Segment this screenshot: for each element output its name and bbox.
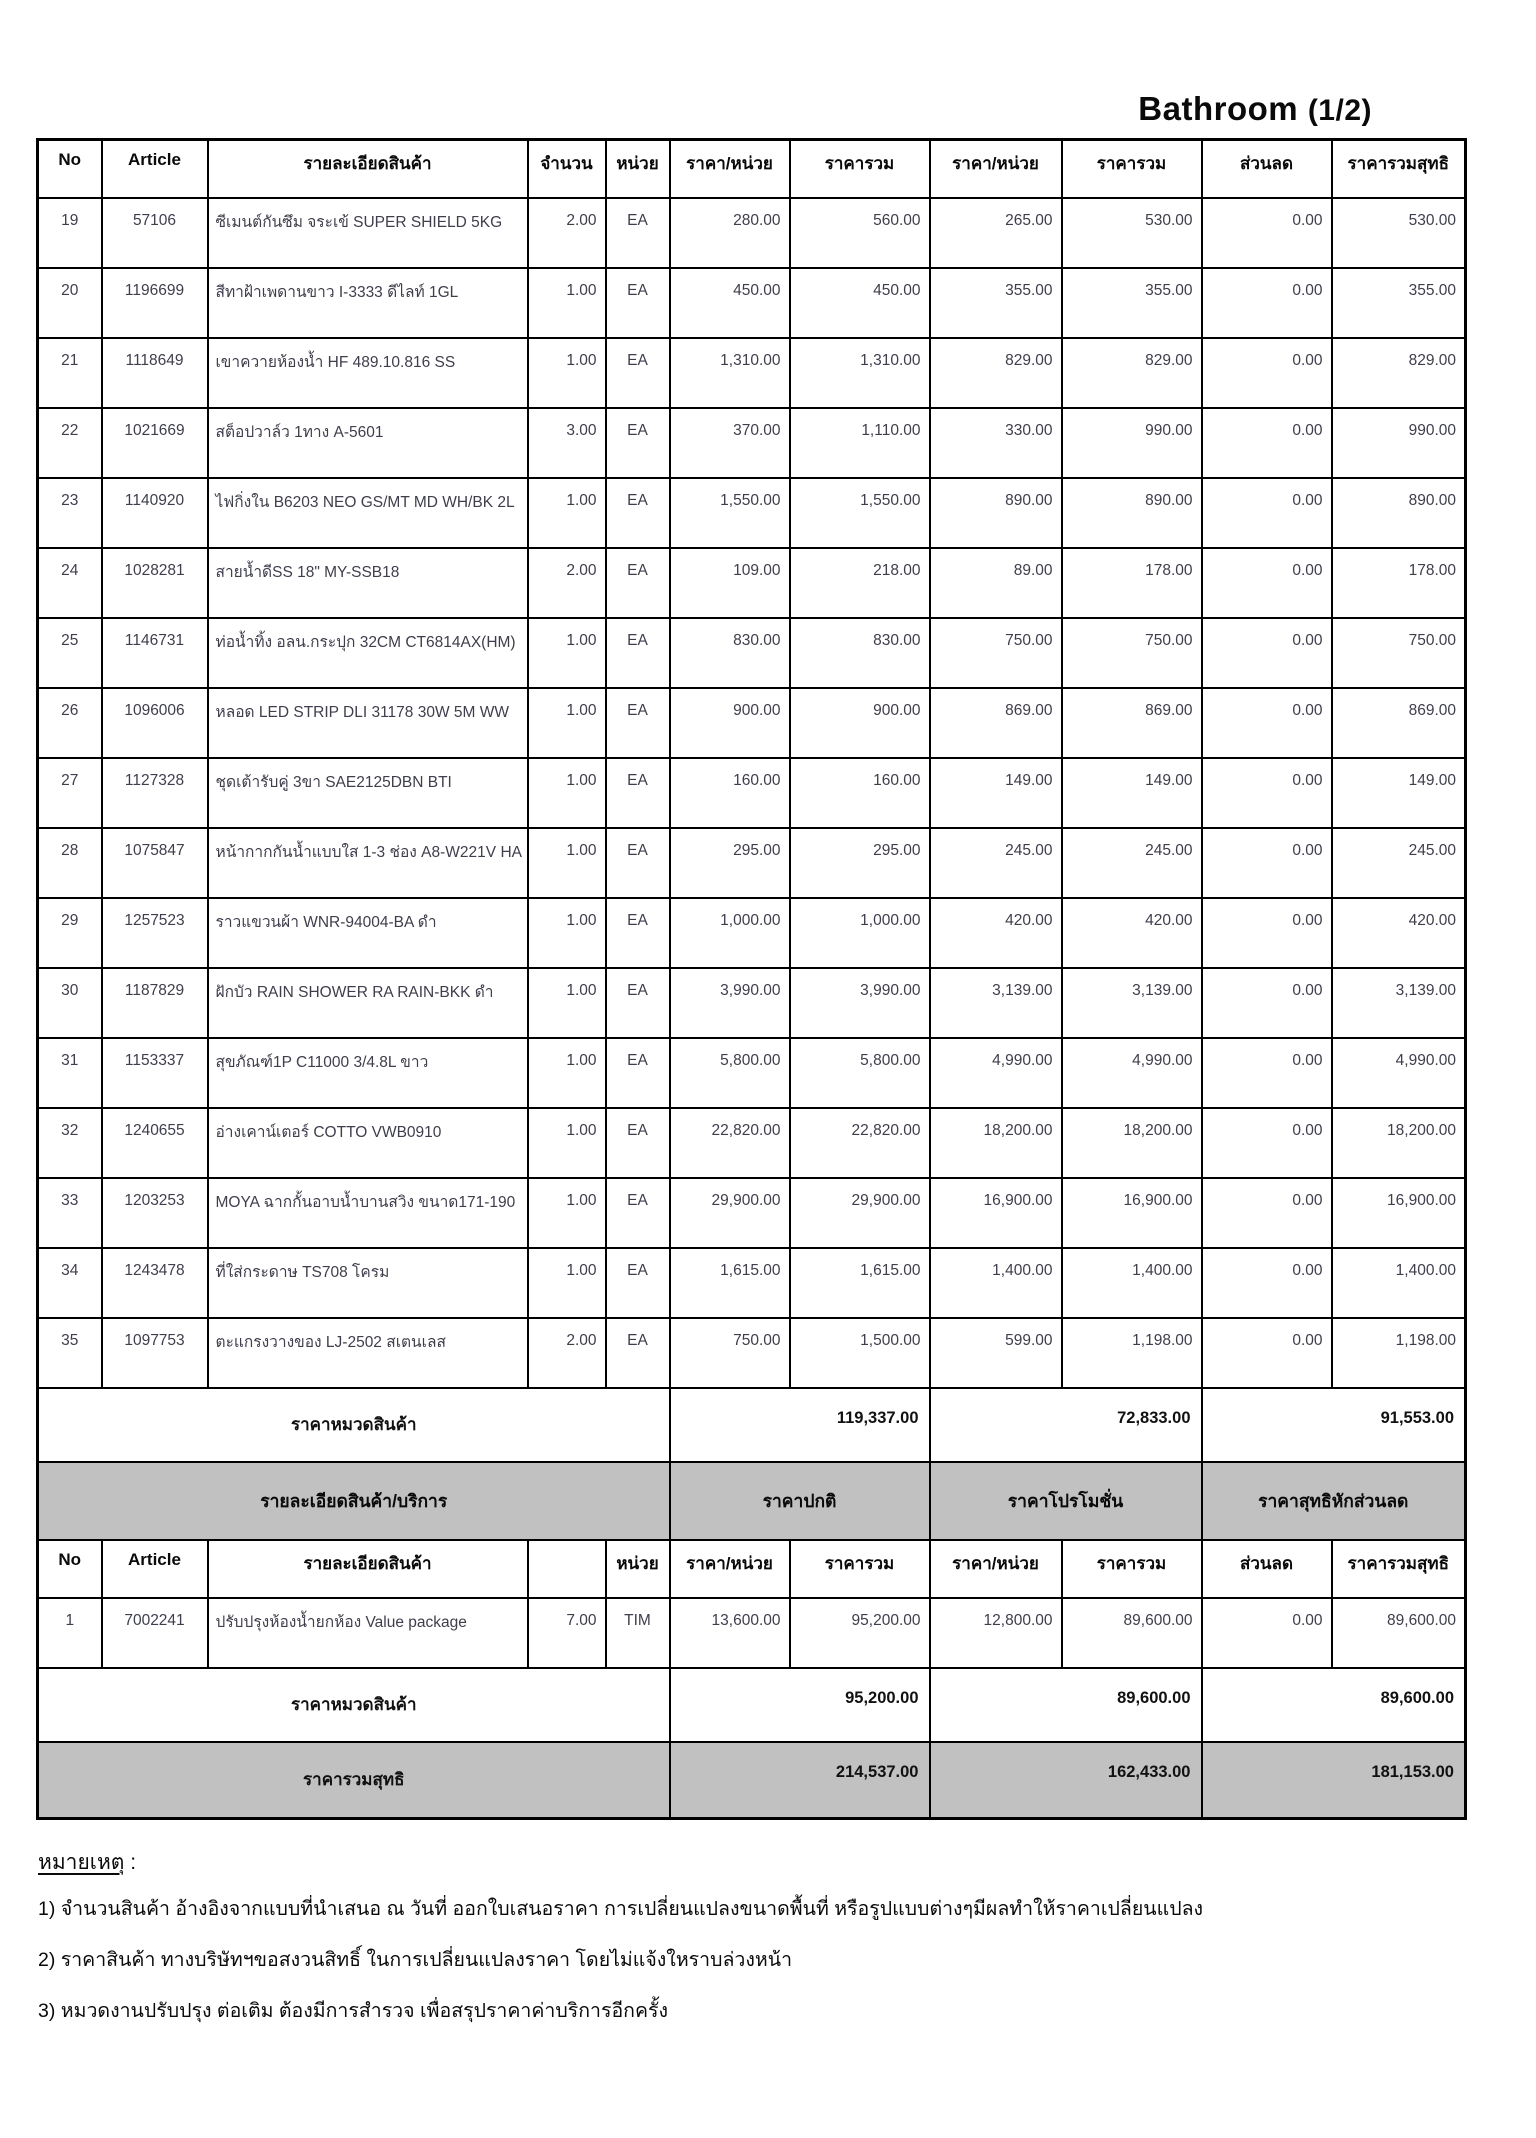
cell-discount: 0.00 bbox=[1202, 968, 1332, 1038]
table-row bbox=[38, 548, 1466, 618]
page-title bbox=[36, 90, 1464, 128]
cell-article: 57106 bbox=[102, 198, 208, 268]
cell-discount: 0.00 bbox=[1202, 268, 1332, 338]
cell-article: 1118649 bbox=[102, 338, 208, 408]
cell-discount: 0.00 bbox=[1202, 688, 1332, 758]
cell-promo-unit-price: 18,200.00 bbox=[930, 1108, 1062, 1178]
cell-promo-total: 18,200.00 bbox=[1062, 1108, 1202, 1178]
cell-net-total: 89,600.00 bbox=[1332, 1598, 1466, 1668]
cell-article: 1243478 bbox=[102, 1248, 208, 1318]
cell-normal-total: 29,900.00 bbox=[790, 1178, 930, 1248]
cell-normal-unit-price: 280.00 bbox=[670, 198, 790, 268]
cell-net-total: 4,990.00 bbox=[1332, 1038, 1466, 1108]
cell-qty: 1.00 bbox=[528, 688, 606, 758]
notes-section bbox=[38, 1846, 1536, 2026]
cell-promo-unit-price: 245.00 bbox=[930, 828, 1062, 898]
cell-net-total: 990.00 bbox=[1332, 408, 1466, 478]
col-description-t2: รายละเอียดสินค้า bbox=[208, 1540, 528, 1598]
cell-normal-unit-price: 750.00 bbox=[670, 1318, 790, 1388]
cell-no: 24 bbox=[38, 548, 102, 618]
cell-qty: 1.00 bbox=[528, 268, 606, 338]
cell-net-total: 355.00 bbox=[1332, 268, 1466, 338]
table-row bbox=[38, 1038, 1466, 1108]
cell-article: 1203253 bbox=[102, 1178, 208, 1248]
cell-promo-unit-price: 4,990.00 bbox=[930, 1038, 1062, 1108]
cell-normal-unit-price: 1,550.00 bbox=[670, 478, 790, 548]
cell-net-total: 420.00 bbox=[1332, 898, 1466, 968]
cell-unit: EA bbox=[606, 268, 670, 338]
cell-discount: 0.00 bbox=[1202, 478, 1332, 548]
col-qty-t2 bbox=[528, 1540, 606, 1598]
col-qty: จำนวน bbox=[528, 140, 606, 198]
cell-discount: 0.00 bbox=[1202, 828, 1332, 898]
cell-unit: EA bbox=[606, 338, 670, 408]
grand-total-label: ราคารวมสุทธิ bbox=[38, 1742, 670, 1819]
cell-normal-total: 560.00 bbox=[790, 198, 930, 268]
cell-description: ฝักบัว RAIN SHOWER RA RAIN-BKK ดำ bbox=[208, 968, 528, 1038]
document-page bbox=[0, 90, 1536, 2138]
table1-summary-normal: 119,337.00 bbox=[670, 1388, 930, 1462]
cell-discount: 0.00 bbox=[1202, 1248, 1332, 1318]
cell-discount: 0.00 bbox=[1202, 548, 1332, 618]
cell-normal-unit-price: 1,000.00 bbox=[670, 898, 790, 968]
cell-promo-total: 890.00 bbox=[1062, 478, 1202, 548]
cell-article: 1146731 bbox=[102, 618, 208, 688]
page-number: (1/2) bbox=[1307, 94, 1372, 127]
col-article-t2: Article bbox=[102, 1540, 208, 1598]
cell-normal-total: 218.00 bbox=[790, 548, 930, 618]
col-discount: ส่วนลด bbox=[1202, 140, 1332, 198]
cell-discount: 0.00 bbox=[1202, 758, 1332, 828]
cell-promo-total: 420.00 bbox=[1062, 898, 1202, 968]
cell-normal-total: 160.00 bbox=[790, 758, 930, 828]
cell-description: สีทาฝ้าเพดานขาว I-3333 ดีไลท์ 1GL bbox=[208, 268, 528, 338]
cell-qty: 2.00 bbox=[528, 1318, 606, 1388]
table1-summary-label: ราคาหมวดสินค้า bbox=[38, 1388, 670, 1462]
col-discount-t2: ส่วนลด bbox=[1202, 1540, 1332, 1598]
cell-description: หน้ากากกันน้ำแบบใส 1-3 ช่อง A8-W221V HA bbox=[208, 828, 528, 898]
cell-article: 1153337 bbox=[102, 1038, 208, 1108]
cell-no: 20 bbox=[38, 268, 102, 338]
cell-normal-unit-price: 160.00 bbox=[670, 758, 790, 828]
cell-promo-total: 829.00 bbox=[1062, 338, 1202, 408]
cell-unit: EA bbox=[606, 1248, 670, 1318]
cell-discount: 0.00 bbox=[1202, 1178, 1332, 1248]
table-row bbox=[38, 1318, 1466, 1388]
cell-net-total: 18,200.00 bbox=[1332, 1108, 1466, 1178]
cell-promo-total: 149.00 bbox=[1062, 758, 1202, 828]
cell-promo-total: 990.00 bbox=[1062, 408, 1202, 478]
cell-unit: TIM bbox=[606, 1598, 670, 1668]
col-promo-total: ราคารวม bbox=[1062, 140, 1202, 198]
col-normal-total: ราคารวม bbox=[790, 140, 930, 198]
table2-summary-normal: 95,200.00 bbox=[670, 1668, 930, 1742]
cell-unit: EA bbox=[606, 688, 670, 758]
table-row bbox=[38, 478, 1466, 548]
table-row bbox=[38, 758, 1466, 828]
cell-qty: 2.00 bbox=[528, 548, 606, 618]
cell-no: 21 bbox=[38, 338, 102, 408]
cell-qty: 1.00 bbox=[528, 898, 606, 968]
col-normal-unit-price: ราคา/หน่วย bbox=[670, 140, 790, 198]
cell-description: ซีเมนต์กันซึม จระเข้ SUPER SHIELD 5KG bbox=[208, 198, 528, 268]
table2-summary-label: ราคาหมวดสินค้า bbox=[38, 1668, 670, 1742]
cell-normal-unit-price: 1,310.00 bbox=[670, 338, 790, 408]
page-title-text: Bathroom bbox=[1138, 90, 1299, 127]
cell-promo-unit-price: 16,900.00 bbox=[930, 1178, 1062, 1248]
table-row bbox=[38, 688, 1466, 758]
grand-total-net: 181,153.00 bbox=[1202, 1742, 1466, 1819]
cell-discount: 0.00 bbox=[1202, 898, 1332, 968]
cell-normal-total: 3,990.00 bbox=[790, 968, 930, 1038]
cell-no: 31 bbox=[38, 1038, 102, 1108]
cell-no: 32 bbox=[38, 1108, 102, 1178]
cell-description: สุขภัณฑ์1P C11000 3/4.8L ขาว bbox=[208, 1038, 528, 1108]
cell-description: ราวแขวนผ้า WNR-94004-BA ดำ bbox=[208, 898, 528, 968]
cell-unit: EA bbox=[606, 1038, 670, 1108]
cell-promo-unit-price: 869.00 bbox=[930, 688, 1062, 758]
note-line-2: 2) ราคาสินค้า ทางบริษัทฯขอสงวนสิทธิ์ ในการเปลี่ยนแปลงราคา โดยไม่แจ้งใหราบล่วงหน้า bbox=[38, 1949, 793, 1971]
cell-no: 1 bbox=[38, 1598, 102, 1668]
cell-normal-total: 295.00 bbox=[790, 828, 930, 898]
cell-qty: 1.00 bbox=[528, 828, 606, 898]
cell-article: 1021669 bbox=[102, 408, 208, 478]
cell-promo-unit-price: 829.00 bbox=[930, 338, 1062, 408]
cell-promo-unit-price: 599.00 bbox=[930, 1318, 1062, 1388]
cell-promo-unit-price: 420.00 bbox=[930, 898, 1062, 968]
cell-net-total: 245.00 bbox=[1332, 828, 1466, 898]
cell-description: ปรับปรุงห้องน้ำยกห้อง Value package bbox=[208, 1598, 528, 1668]
cell-qty: 2.00 bbox=[528, 198, 606, 268]
table2-header-row bbox=[38, 1540, 1466, 1598]
cell-discount: 0.00 bbox=[1202, 1598, 1332, 1668]
cell-article: 1187829 bbox=[102, 968, 208, 1038]
cell-unit: EA bbox=[606, 478, 670, 548]
cell-description: สายน้ำดีSS 18" MY-SSB18 bbox=[208, 548, 528, 618]
table2-summary-net: 89,600.00 bbox=[1202, 1668, 1466, 1742]
col-normal-total-t2: ราคารวม bbox=[790, 1540, 930, 1598]
cell-normal-unit-price: 3,990.00 bbox=[670, 968, 790, 1038]
cell-promo-unit-price: 890.00 bbox=[930, 478, 1062, 548]
cell-no: 35 bbox=[38, 1318, 102, 1388]
cell-normal-total: 450.00 bbox=[790, 268, 930, 338]
note-line-3: 3) หมวดงานปรับปรุง ต่อเติม ต้องมีการสำรวจ เพื่อสรุปราคาค่าบริการอีกครั้ง bbox=[38, 2000, 669, 2022]
cell-normal-unit-price: 830.00 bbox=[670, 618, 790, 688]
cell-normal-unit-price: 295.00 bbox=[670, 828, 790, 898]
cell-promo-unit-price: 265.00 bbox=[930, 198, 1062, 268]
cell-normal-unit-price: 900.00 bbox=[670, 688, 790, 758]
cell-qty: 7.00 bbox=[528, 1598, 606, 1668]
table2-summary-promo: 89,600.00 bbox=[930, 1668, 1202, 1742]
notes-heading-colon: : bbox=[124, 1851, 137, 1874]
grand-total-promo: 162,433.00 bbox=[930, 1742, 1202, 1819]
cell-unit: EA bbox=[606, 968, 670, 1038]
cell-promo-total: 178.00 bbox=[1062, 548, 1202, 618]
cell-normal-unit-price: 109.00 bbox=[670, 548, 790, 618]
table-row bbox=[38, 198, 1466, 268]
section-label: รายละเอียดสินค้า/บริการ bbox=[38, 1462, 670, 1540]
cell-article: 1096006 bbox=[102, 688, 208, 758]
cell-no: 25 bbox=[38, 618, 102, 688]
col-unit: หน่วย bbox=[606, 140, 670, 198]
cell-discount: 0.00 bbox=[1202, 198, 1332, 268]
cell-net-total: 1,198.00 bbox=[1332, 1318, 1466, 1388]
cell-net-total: 829.00 bbox=[1332, 338, 1466, 408]
cell-article: 1028281 bbox=[102, 548, 208, 618]
cell-article: 7002241 bbox=[102, 1598, 208, 1668]
cell-no: 28 bbox=[38, 828, 102, 898]
cell-normal-unit-price: 370.00 bbox=[670, 408, 790, 478]
table1-summary-net: 91,553.00 bbox=[1202, 1388, 1466, 1462]
cell-normal-total: 900.00 bbox=[790, 688, 930, 758]
cell-article: 1140920 bbox=[102, 478, 208, 548]
table-row bbox=[38, 1178, 1466, 1248]
table-row bbox=[38, 968, 1466, 1038]
cell-discount: 0.00 bbox=[1202, 408, 1332, 478]
cell-promo-total: 750.00 bbox=[1062, 618, 1202, 688]
cell-normal-unit-price: 29,900.00 bbox=[670, 1178, 790, 1248]
cell-article: 1196699 bbox=[102, 268, 208, 338]
quotation-table bbox=[36, 138, 1467, 1820]
section-normal-price-label: ราคาปกติ bbox=[670, 1462, 930, 1540]
cell-promo-total: 89,600.00 bbox=[1062, 1598, 1202, 1668]
cell-discount: 0.00 bbox=[1202, 1108, 1332, 1178]
table-row bbox=[38, 268, 1466, 338]
cell-normal-unit-price: 13,600.00 bbox=[670, 1598, 790, 1668]
table-row bbox=[38, 1598, 1466, 1668]
cell-normal-unit-price: 450.00 bbox=[670, 268, 790, 338]
cell-normal-total: 1,000.00 bbox=[790, 898, 930, 968]
cell-description: MOYA ฉากกั้นอาบน้ำบานสวิง ขนาด171-190 bbox=[208, 1178, 528, 1248]
col-article: Article bbox=[102, 140, 208, 198]
cell-description: สต็อปวาล์ว 1ทาง A-5601 bbox=[208, 408, 528, 478]
cell-net-total: 1,400.00 bbox=[1332, 1248, 1466, 1318]
cell-qty: 1.00 bbox=[528, 338, 606, 408]
table1-summary-promo: 72,833.00 bbox=[930, 1388, 1202, 1462]
cell-normal-total: 1,310.00 bbox=[790, 338, 930, 408]
cell-discount: 0.00 bbox=[1202, 1318, 1332, 1388]
cell-normal-total: 95,200.00 bbox=[790, 1598, 930, 1668]
cell-discount: 0.00 bbox=[1202, 618, 1332, 688]
cell-unit: EA bbox=[606, 618, 670, 688]
cell-qty: 1.00 bbox=[528, 1038, 606, 1108]
note-line-1: 1) จำนวนสินค้า อ้างอิงจากแบบที่นำเสนอ ณ วันที่ ออกใบเสนอราคา การเปลี่ยนแปลงขนาดพื้นที่ หรือรูปแบบต่างๆมีผลทำให้ราคาเปลี่ยนแปลง bbox=[38, 1898, 1204, 1920]
cell-article: 1075847 bbox=[102, 828, 208, 898]
cell-promo-total: 1,400.00 bbox=[1062, 1248, 1202, 1318]
cell-net-total: 869.00 bbox=[1332, 688, 1466, 758]
table-row bbox=[38, 1248, 1466, 1318]
table-row bbox=[38, 1108, 1466, 1178]
cell-qty: 1.00 bbox=[528, 758, 606, 828]
cell-discount: 0.00 bbox=[1202, 338, 1332, 408]
cell-promo-total: 16,900.00 bbox=[1062, 1178, 1202, 1248]
cell-normal-unit-price: 5,800.00 bbox=[670, 1038, 790, 1108]
cell-normal-total: 22,820.00 bbox=[790, 1108, 930, 1178]
cell-qty: 1.00 bbox=[528, 1178, 606, 1248]
cell-no: 22 bbox=[38, 408, 102, 478]
cell-normal-unit-price: 1,615.00 bbox=[670, 1248, 790, 1318]
table2-summary-row bbox=[38, 1668, 1466, 1742]
cell-qty: 1.00 bbox=[528, 968, 606, 1038]
cell-net-total: 890.00 bbox=[1332, 478, 1466, 548]
table-row bbox=[38, 618, 1466, 688]
cell-qty: 1.00 bbox=[528, 1248, 606, 1318]
cell-promo-total: 245.00 bbox=[1062, 828, 1202, 898]
cell-article: 1257523 bbox=[102, 898, 208, 968]
cell-description: เขาควายห้องน้ำ HF 489.10.816 SS bbox=[208, 338, 528, 408]
cell-normal-total: 5,800.00 bbox=[790, 1038, 930, 1108]
cell-normal-total: 830.00 bbox=[790, 618, 930, 688]
cell-unit: EA bbox=[606, 198, 670, 268]
table-row bbox=[38, 898, 1466, 968]
section-net-price-label: ราคาสุทธิหักส่วนลด bbox=[1202, 1462, 1466, 1540]
col-no-t2: No bbox=[38, 1540, 102, 1598]
notes-heading-text: หมายเหตุ bbox=[38, 1851, 125, 1874]
cell-normal-total: 1,500.00 bbox=[790, 1318, 930, 1388]
cell-net-total: 178.00 bbox=[1332, 548, 1466, 618]
section-promo-price-label: ราคาโปรโมชั่น bbox=[930, 1462, 1202, 1540]
col-description: รายละเอียดสินค้า bbox=[208, 140, 528, 198]
cell-article: 1097753 bbox=[102, 1318, 208, 1388]
cell-description: อ่างเคาน์เตอร์ COTTO VWB0910 bbox=[208, 1108, 528, 1178]
cell-unit: EA bbox=[606, 1108, 670, 1178]
cell-no: 33 bbox=[38, 1178, 102, 1248]
notes-heading bbox=[38, 1846, 1536, 1879]
cell-unit: EA bbox=[606, 828, 670, 898]
cell-normal-total: 1,615.00 bbox=[790, 1248, 930, 1318]
cell-unit: EA bbox=[606, 758, 670, 828]
grand-total-row bbox=[38, 1742, 1466, 1819]
cell-promo-total: 3,139.00 bbox=[1062, 968, 1202, 1038]
col-promo-unit-price: ราคา/หน่วย bbox=[930, 140, 1062, 198]
col-promo-total-t2: ราคารวม bbox=[1062, 1540, 1202, 1598]
cell-promo-unit-price: 1,400.00 bbox=[930, 1248, 1062, 1318]
cell-qty: 1.00 bbox=[528, 618, 606, 688]
cell-promo-total: 1,198.00 bbox=[1062, 1318, 1202, 1388]
section-header-row bbox=[38, 1462, 1466, 1540]
cell-description: หลอด LED STRIP DLI 31178 30W 5M WW bbox=[208, 688, 528, 758]
cell-promo-unit-price: 149.00 bbox=[930, 758, 1062, 828]
cell-promo-total: 355.00 bbox=[1062, 268, 1202, 338]
col-unit-t2: หน่วย bbox=[606, 1540, 670, 1598]
cell-description: ชุดเต้ารับคู่ 3ขา SAE2125DBN BTI bbox=[208, 758, 528, 828]
cell-promo-unit-price: 330.00 bbox=[930, 408, 1062, 478]
cell-promo-total: 869.00 bbox=[1062, 688, 1202, 758]
col-no: No bbox=[38, 140, 102, 198]
col-promo-unit-price-t2: ราคา/หน่วย bbox=[930, 1540, 1062, 1598]
cell-unit: EA bbox=[606, 408, 670, 478]
col-net-total: ราคารวมสุทธิ bbox=[1332, 140, 1466, 198]
table1-body bbox=[38, 198, 1466, 1388]
cell-normal-unit-price: 22,820.00 bbox=[670, 1108, 790, 1178]
cell-net-total: 149.00 bbox=[1332, 758, 1466, 828]
cell-description: ที่ใส่กระดาษ TS708 โครม bbox=[208, 1248, 528, 1318]
cell-no: 26 bbox=[38, 688, 102, 758]
table1-summary-row bbox=[38, 1388, 1466, 1462]
cell-no: 34 bbox=[38, 1248, 102, 1318]
cell-net-total: 530.00 bbox=[1332, 198, 1466, 268]
table-row bbox=[38, 338, 1466, 408]
cell-discount: 0.00 bbox=[1202, 1038, 1332, 1108]
table-row bbox=[38, 408, 1466, 478]
cell-description: ตะแกรงวางของ LJ-2502 สเตนเลส bbox=[208, 1318, 528, 1388]
cell-unit: EA bbox=[606, 1178, 670, 1248]
cell-no: 27 bbox=[38, 758, 102, 828]
cell-unit: EA bbox=[606, 1318, 670, 1388]
cell-qty: 1.00 bbox=[528, 1108, 606, 1178]
grand-total-normal: 214,537.00 bbox=[670, 1742, 930, 1819]
cell-no: 29 bbox=[38, 898, 102, 968]
table-row bbox=[38, 828, 1466, 898]
cell-net-total: 750.00 bbox=[1332, 618, 1466, 688]
col-normal-unit-price-t2: ราคา/หน่วย bbox=[670, 1540, 790, 1598]
cell-no: 23 bbox=[38, 478, 102, 548]
cell-normal-total: 1,110.00 bbox=[790, 408, 930, 478]
col-net-total-t2: ราคารวมสุทธิ bbox=[1332, 1540, 1466, 1598]
cell-promo-total: 4,990.00 bbox=[1062, 1038, 1202, 1108]
table2-body bbox=[38, 1598, 1466, 1668]
cell-net-total: 16,900.00 bbox=[1332, 1178, 1466, 1248]
cell-net-total: 3,139.00 bbox=[1332, 968, 1466, 1038]
cell-no: 19 bbox=[38, 198, 102, 268]
cell-article: 1240655 bbox=[102, 1108, 208, 1178]
cell-unit: EA bbox=[606, 548, 670, 618]
cell-promo-unit-price: 3,139.00 bbox=[930, 968, 1062, 1038]
table1-header-row bbox=[38, 140, 1466, 198]
cell-promo-total: 530.00 bbox=[1062, 198, 1202, 268]
cell-normal-total: 1,550.00 bbox=[790, 478, 930, 548]
cell-promo-unit-price: 750.00 bbox=[930, 618, 1062, 688]
cell-unit: EA bbox=[606, 898, 670, 968]
cell-qty: 3.00 bbox=[528, 408, 606, 478]
cell-promo-unit-price: 89.00 bbox=[930, 548, 1062, 618]
cell-promo-unit-price: 355.00 bbox=[930, 268, 1062, 338]
cell-promo-unit-price: 12,800.00 bbox=[930, 1598, 1062, 1668]
cell-article: 1127328 bbox=[102, 758, 208, 828]
cell-no: 30 bbox=[38, 968, 102, 1038]
cell-description: ท่อน้ำทิ้ง อลน.กระปุก 32CM CT6814AX(HM) bbox=[208, 618, 528, 688]
cell-description: ไฟกิ่งใน B6203 NEO GS/MT MD WH/BK 2L bbox=[208, 478, 528, 548]
cell-qty: 1.00 bbox=[528, 478, 606, 548]
